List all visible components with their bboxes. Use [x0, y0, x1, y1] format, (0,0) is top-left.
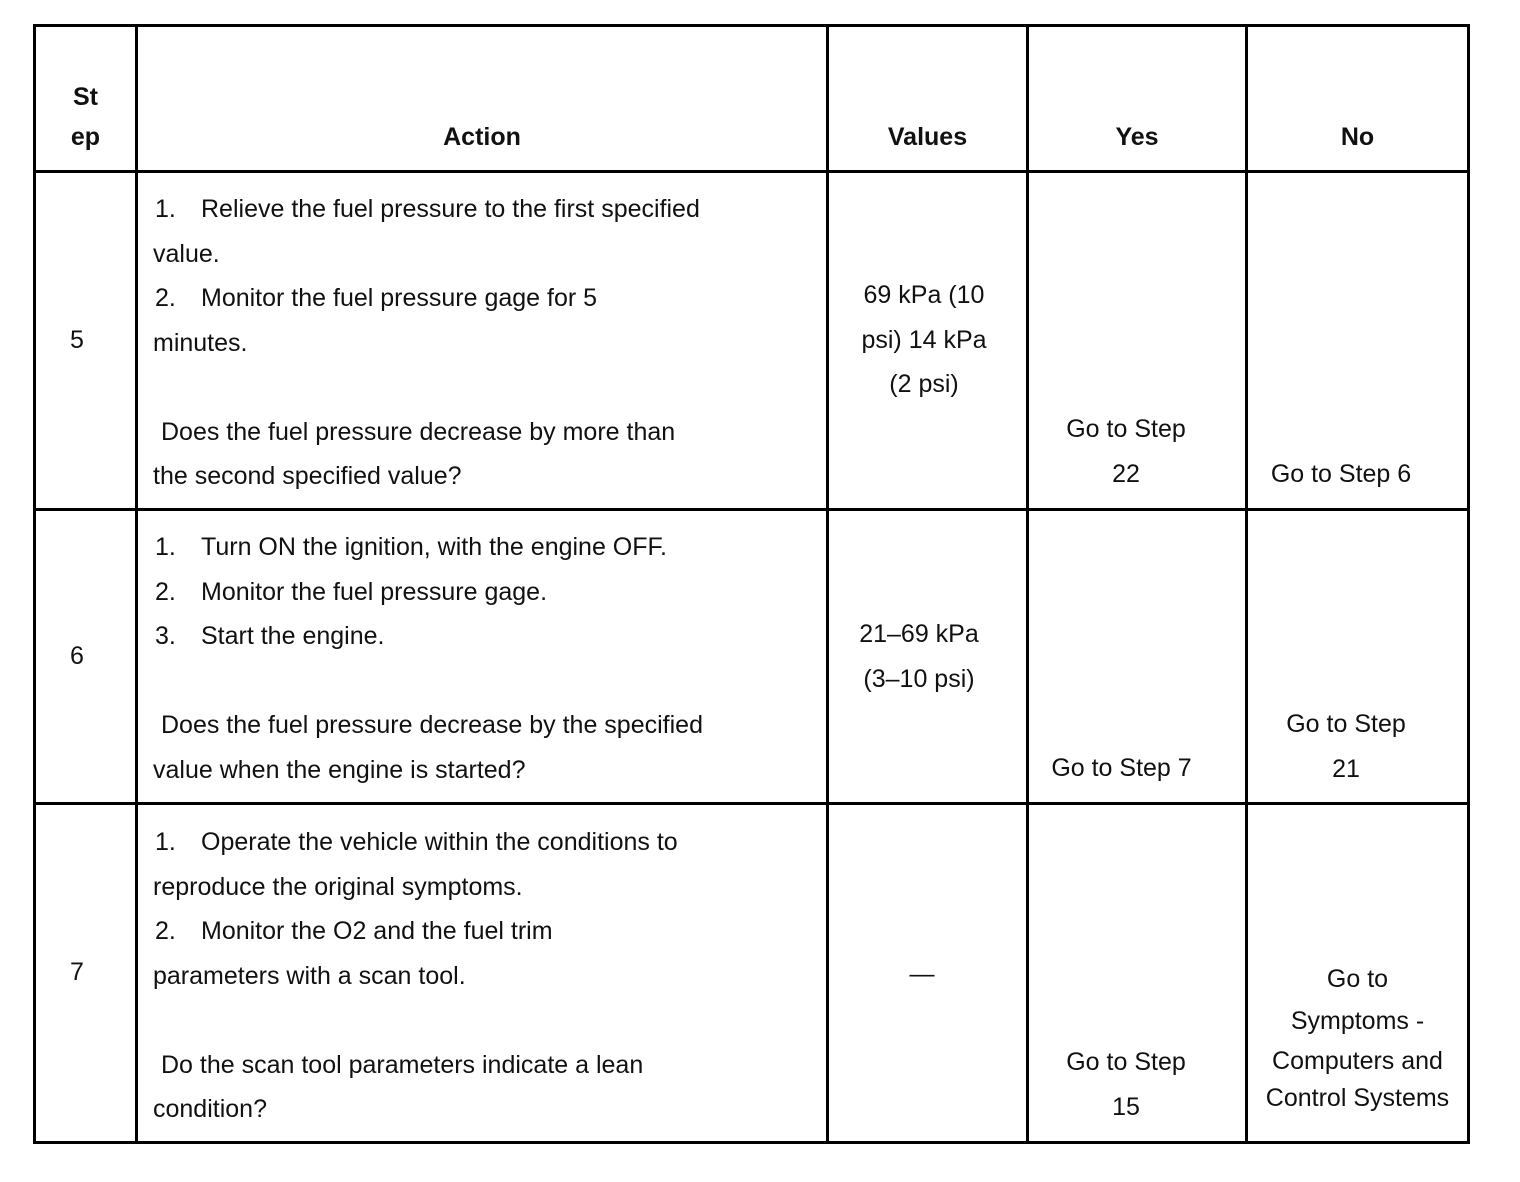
yes-link-line: 22 — [1112, 459, 1140, 488]
item-number: 3. — [155, 622, 176, 650]
values-cell — [829, 952, 1015, 997]
action-item — [153, 276, 823, 321]
no-cell — [1248, 702, 1444, 791]
yes-cell — [1029, 746, 1214, 791]
header-values: Values — [887, 123, 968, 151]
table-border-right — [1467, 24, 1470, 1144]
question-line: Does the fuel pressure decrease by more than — [161, 417, 676, 446]
no-link-line: Symptoms - — [1290, 1007, 1425, 1035]
item-continuation: reproduce the original symptoms. — [153, 872, 523, 901]
action-item — [153, 525, 823, 570]
value-line: (2 psi) — [889, 370, 959, 398]
value-line: 69 kPa (10 — [863, 281, 985, 309]
item-text: Monitor the fuel pressure gage for 5 — [201, 284, 598, 312]
yes-cell — [1029, 407, 1223, 496]
table-border-top — [33, 24, 1470, 27]
header-step-line1: St — [73, 83, 98, 111]
item-number: 1. — [155, 828, 176, 856]
action-cell — [153, 820, 823, 1132]
action-item — [153, 570, 823, 615]
no-link-line: Computers and — [1272, 1047, 1443, 1075]
value-line: 21–69 kPa — [859, 620, 979, 648]
action-cell — [153, 525, 823, 792]
item-number: 1. — [155, 195, 176, 223]
item-number: 2. — [155, 577, 176, 606]
yes-link-line: Go to Step — [1066, 415, 1186, 443]
value-line: — — [909, 960, 935, 988]
question-line: Do the scan tool parameters indicate a lean — [161, 1050, 644, 1079]
values-cell — [829, 273, 1019, 407]
action-item — [153, 187, 823, 232]
item-number: 2. — [155, 917, 176, 945]
question-line: the second specified value? — [153, 462, 462, 490]
header-action: Action — [443, 123, 521, 151]
diagnostic-table — [33, 24, 1470, 1144]
row-divider — [33, 508, 1470, 511]
item-number: 1. — [155, 533, 176, 561]
yes-cell — [1029, 1040, 1223, 1129]
step-number: 6 — [70, 642, 84, 670]
question-line: value when the engine is started? — [153, 755, 526, 784]
no-link-line: Go to — [1326, 965, 1389, 993]
blank-line — [153, 998, 823, 1043]
item-text: Monitor the fuel pressure gage. — [201, 577, 548, 606]
no-link-line: 21 — [1332, 754, 1360, 783]
item-text: Operate the vehicle within the conditions to — [201, 828, 678, 856]
action-item — [153, 909, 823, 954]
no-link-line: Control Systems — [1265, 1084, 1450, 1112]
blank-line — [153, 659, 823, 704]
column-divider — [1026, 24, 1029, 1144]
step-number: 7 — [70, 958, 84, 986]
yes-link-line: Go to Step — [1066, 1048, 1186, 1076]
blank-line — [153, 365, 823, 410]
value-line: (3–10 psi) — [863, 664, 975, 693]
table-border-bottom — [33, 1141, 1470, 1144]
item-number: 2. — [155, 284, 176, 312]
action-cell — [153, 187, 823, 499]
question-line: condition? — [153, 1095, 267, 1123]
row-divider — [33, 802, 1470, 805]
header-no: No — [1340, 123, 1375, 151]
no-link-line: Go to Step — [1286, 710, 1406, 738]
step-number: 5 — [70, 326, 84, 354]
no-link-line: Go to Step 6 — [1270, 460, 1412, 488]
item-text: Start the engine. — [201, 622, 385, 650]
question-line: Does the fuel pressure decrease by the specified — [161, 711, 703, 739]
header-step — [36, 77, 135, 157]
header-divider — [33, 170, 1470, 173]
item-text: Monitor the O2 and the fuel trim — [201, 917, 553, 945]
yes-link-line: 15 — [1112, 1092, 1140, 1121]
action-item — [153, 614, 823, 659]
item-continuation: parameters with a scan tool. — [153, 961, 466, 990]
item-continuation: value. — [153, 239, 220, 268]
header-step-line2: ep — [70, 123, 101, 151]
no-cell — [1248, 959, 1467, 1117]
action-item — [153, 820, 823, 865]
item-text: Turn ON the ignition, with the engine OFF. — [201, 533, 667, 561]
value-line: psi) 14 kPa — [861, 325, 987, 354]
item-text: Relieve the fuel pressure to the first specified — [201, 195, 700, 223]
yes-link-line: Go to Step 7 — [1051, 754, 1192, 782]
values-cell — [829, 612, 1009, 701]
header-yes: Yes — [1115, 123, 1159, 151]
column-divider — [135, 24, 138, 1144]
item-continuation: minutes. — [153, 328, 248, 357]
no-cell — [1248, 452, 1434, 497]
